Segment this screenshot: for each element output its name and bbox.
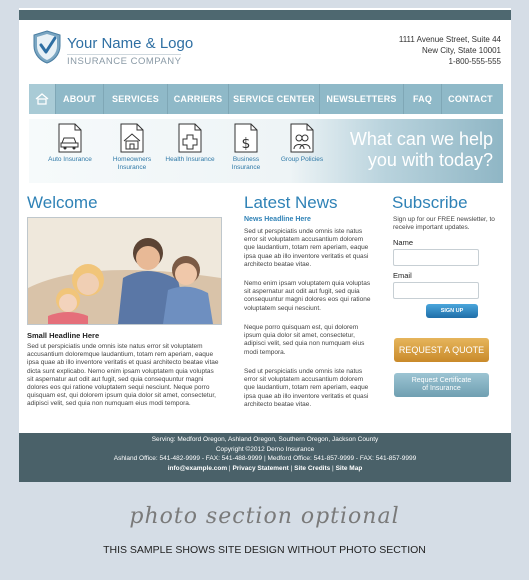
group-icon	[289, 123, 315, 153]
name-field[interactable]	[393, 249, 479, 266]
tagline-line-1: What can we help	[349, 129, 493, 149]
address-block	[399, 34, 501, 67]
news-paragraph: Sed ut perspiciatis unde omnis iste natus error sit voluptatem accusantium dolorem que laudantium, totam rem aperiam, eaque ipsa quae ab illo inventore veritatis et quasi architecto beatae vitae.	[244, 228, 369, 268]
phone-number: 1-800-555-555	[448, 57, 501, 66]
product-group[interactable]	[271, 123, 333, 164]
cert-line-2: of Insurance	[422, 385, 461, 392]
product-label: Group Policies	[280, 156, 324, 163]
nav-faq[interactable]: FAQ	[404, 84, 442, 114]
nav-contact[interactable]: CONTACT	[448, 94, 493, 104]
product-label-2: Insurance	[117, 164, 147, 171]
house-icon	[119, 123, 145, 153]
subscribe-intro: Sign up for our FREE newsletter, to receive important updates.	[393, 216, 495, 232]
footer	[19, 433, 511, 482]
nav-services[interactable]: SERVICES	[104, 84, 168, 114]
business-icon	[233, 123, 259, 153]
nav-carriers[interactable]: CARRIERS	[168, 84, 229, 114]
sample-caption: THIS SAMPLE SHOWS SITE DESIGN WITHOUT PHOTO SECTION	[103, 544, 426, 556]
product-auto[interactable]	[39, 123, 101, 164]
logo[interactable]	[27, 30, 194, 72]
news-heading: Latest News	[244, 193, 338, 212]
product-label: Health Insurance	[165, 156, 215, 163]
subscribe-heading: Subscribe	[392, 193, 468, 212]
email-label: Email	[393, 271, 412, 280]
email-field[interactable]	[393, 282, 479, 299]
footer-copyright: Copyright ©2012 Demo Insurance	[215, 445, 315, 453]
credits-link[interactable]: Site Credits	[294, 464, 331, 472]
news-paragraph: Sed ut perspiciatis unde omnis iste natus error sit voluptatem accusantium dolorem que laudantium, totam rem aperiam, eaque ipsa quae ab illo inventore veritatis et quasi architecto beatae vitae.	[244, 368, 369, 408]
product-label-2: Insurance	[231, 164, 261, 171]
request-certificate-button[interactable]	[394, 373, 489, 397]
footer-serving: Serving: Medford Oregon, Ashland Oregon, Southern Oregon, Jackson County	[151, 436, 379, 443]
product-health[interactable]	[159, 123, 221, 164]
welcome-body: Sed ut perspiciatis unde omnis iste natus error sit voluptatem accusantium doloremque laudantium, totam rem aperiam, eaque ipsa quae ab illo inventore veritatis et quasi architecto beatae vitae dicta sunt explicabo. Nemo enim ipsam voluptatem quia voluptas sit aspernatur aut odit aut fugit, sed quia consequuntur magni dolores eos qui ratione voluptatem sequi nesciunt. Neque porro quisquam est, qui dolorem ipsum quia dolor sit amet, consectetur, adipisci velit, sed quia non numquam eius modi tempora.	[27, 343, 219, 408]
home-icon	[35, 93, 49, 105]
news-headline[interactable]: News Headline Here	[244, 216, 311, 223]
name-label: Name	[393, 238, 414, 247]
news-paragraph: Neque porro quisquam est, qui dolorem ipsum quia dolor sit amet, consectetur, adipisci velit, sed quia non numquam eius modi tempora.	[244, 324, 365, 356]
request-quote-button[interactable]: REQUEST A QUOTE	[394, 338, 489, 362]
sitemap-link[interactable]: Site Map	[335, 464, 363, 472]
tagline-line-2: you with today?	[367, 150, 493, 170]
cert-line-1: Request Certificate	[411, 377, 472, 384]
nav-about[interactable]: ABOUT	[56, 84, 104, 114]
svg-text:$: $	[241, 136, 251, 152]
shield-check-icon	[32, 30, 62, 64]
privacy-link[interactable]: Privacy Statement	[232, 464, 289, 472]
banner-tagline	[350, 129, 493, 171]
product-label: Homeowners	[112, 156, 152, 163]
main-nav	[29, 84, 503, 114]
signup-button[interactable]: SIGN UP	[426, 304, 478, 318]
logo-subtitle: INSURANCE COMPANY	[67, 56, 182, 67]
nav-newsletters[interactable]: NEWSLETTERS	[320, 84, 404, 114]
family-photo	[27, 217, 222, 325]
product-label: Auto Insurance	[48, 156, 92, 163]
nav-service-center[interactable]: SERVICE CENTER	[229, 84, 320, 114]
health-icon	[177, 123, 203, 153]
footer-links: info@example.com | Privacy Statement | Site Credits | Site Map	[167, 464, 363, 472]
page-container	[19, 8, 511, 480]
hero-banner	[29, 119, 503, 183]
news-paragraph: Nemo enim ipsam voluptatem quia voluptas sit aspernatur aut odit aut fugit, sed quia consequuntur magni dolores eos qui ratione voluptatem sequi nesciunt.	[244, 280, 371, 312]
family-photo-illustration	[28, 218, 221, 324]
email-link[interactable]: info@example.com	[167, 464, 228, 472]
welcome-heading: Welcome	[27, 193, 98, 212]
product-homeowners[interactable]	[101, 123, 163, 172]
product-business[interactable]	[215, 123, 277, 172]
product-label: Business	[232, 156, 260, 163]
nav-home[interactable]	[29, 84, 56, 114]
car-icon	[57, 123, 83, 153]
footer-offices: Ashland Office: 541-482-9999 - FAX: 541-488-9999 | Medford Office: 541-857-9999 - FAX: 541-857-9999	[113, 455, 417, 462]
welcome-subheading: Small Headline Here	[27, 331, 100, 340]
photo-optional-note: photo section optional	[129, 504, 400, 529]
top-bar	[19, 10, 511, 20]
address-city: New City, State 10001	[421, 46, 501, 55]
address-line: 1111 Avenue Street, Suite 44	[398, 35, 501, 44]
logo-name: Your Name & Logo	[67, 35, 194, 52]
